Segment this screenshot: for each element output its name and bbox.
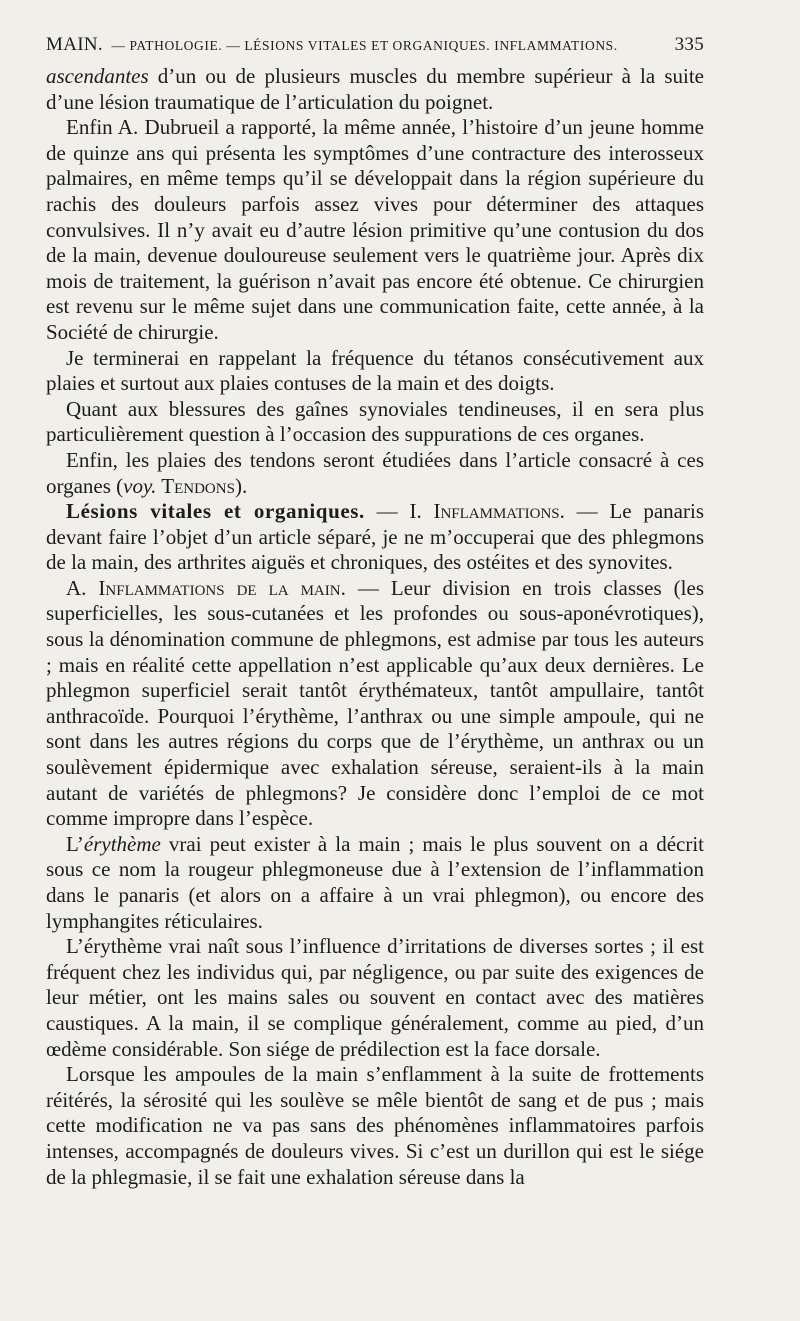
cross-reference: voy. xyxy=(123,473,157,498)
italic-term: ascendantes xyxy=(46,64,149,88)
section-heading: Lésions vitales et organiques. xyxy=(66,499,365,524)
italic-term: érythème xyxy=(83,831,161,856)
paragraph-text: — Le panaris devant faire l’objet d’un article séparé, je ne m’occuperai que des phlegmons de la main, des arthrites aiguës et chroniques, des ostéites et des synovites. xyxy=(46,499,705,575)
paragraph: Je terminerai en rappelant la fréquence du tétanos consécutivement aux plaies et surtout aux plaies contuses de la main et des doigts. xyxy=(46,345,704,396)
paragraph xyxy=(46,64,704,115)
page-number: 335 xyxy=(674,34,704,55)
paragraph xyxy=(46,448,704,499)
running-title xyxy=(46,34,618,56)
paragraph: Lorsque les ampoules de la main s’enflamment à la suite de frottements réitérés, la sérosité qui les soulève se mêle bientôt de sang et de pus ; mais cette modification ne va pas sans des phénomènes inflammatoires parfois intenses, accompagnés de douleurs vives. Si c’est un durillon qui est le siége de la phlegmasie, il se fait une exhalation séreuse dans la xyxy=(46,1062,704,1189)
paragraph xyxy=(46,576,704,832)
paragraph: Quant aux blessures des gaînes synoviales tendineuses, il en sera plus particulièrement question à l’occasion des suppurations de ces organes. xyxy=(46,396,704,447)
running-title-rest: — PATHOLOGIE. — LÉSIONS VITALES ET ORGANIQUES. INFLAMMATIONS. xyxy=(111,38,618,53)
running-head xyxy=(46,34,704,60)
subsection-heading: Inflammations de la main. xyxy=(98,575,346,600)
body-text xyxy=(46,64,704,1190)
paragraph-text: Enfin, les plaies des tendons seront étudiées dans l’article consacré à ces organes ( xyxy=(46,447,704,498)
paragraph xyxy=(46,832,704,934)
paragraph-text: L’ xyxy=(66,831,84,856)
subsection-heading: Inflammations. xyxy=(433,499,565,524)
paragraph-text: — Leur division en trois classes (les superficielles, les sous-cutanées et les profondes ou sous-aponévrotiques), sous la dénomination commune de phlegmons, est admise par tous les auteurs ; mais en réalité cette appellation n’est applicable qu’aux deux dernières. Le phlegmon superficiel serait tantôt érythémateux, tantôt ampullaire, tantôt anthracoïde. Pourquoi l’érythème, l’anthrax ou une simple ampoule, qui ne sont dans les autres régions du corps que de l’érythème, un anthrax ou un soulèvement épidermique avec exhalation séreuse, seraient-ils à la main autant de variétés de phlegmons? Je considère donc l’emploi de ce mot comme impropre dans l’espèce. xyxy=(46,575,704,831)
paragraph-text: A. xyxy=(66,575,99,600)
paragraph-text: d’un ou de plusieurs muscles du membre supérieur à la suite d’une lésion traumatique de l’articulation du poignet. xyxy=(46,64,704,114)
paragraph-text: ). xyxy=(234,473,248,498)
running-title-main: MAIN. xyxy=(46,34,103,55)
paragraph-text: vrai peut exister à la main ; mais le plus souvent on a décrit sous ce nom la rougeur phlegmoneuse due à l’extension de l’inflammation dans le panaris (et alors on a affaire à un vrai phlegmon), ou encore des lymphangites réticulaires. xyxy=(46,831,704,933)
paragraph: L’érythème vrai naît sous l’influence d’irritations de diverses sortes ; il est fréquent chez les individus qui, par négligence, ou par suite des exigences de leur métier, ont les mains sales ou souvent en contact avec des matières caustiques. A la main, il se complique généralement, comme au pied, d’un œdème considérable. Son siége de prédilection est la face dorsale. xyxy=(46,934,704,1061)
paragraph: Enfin A. Dubrueil a rapporté, la même année, l’histoire d’un jeune homme de quinze ans qui présenta les symptômes d’une contracture des interosseux palmaires, en même temps qu’il se développait dans la région supérieure du rachis des douleurs parfois assez vives pour déterminer des attaques convulsives. Il n’y avait eu d’autre lésion primitive qu’une contusion du dos de la main, devenue douloureuse seulement vers le quatrième jour. Après dix mois de traitement, la guérison n’avait pas encore été obtenue. Ce chirurgien est revenu sur le même sujet dans une communication faite, cette année, à la Société de chirurgie. xyxy=(46,115,704,344)
section-paragraph xyxy=(46,499,704,576)
paragraph-text: — I. xyxy=(364,499,434,524)
cross-reference-target: Tendons xyxy=(156,473,235,498)
